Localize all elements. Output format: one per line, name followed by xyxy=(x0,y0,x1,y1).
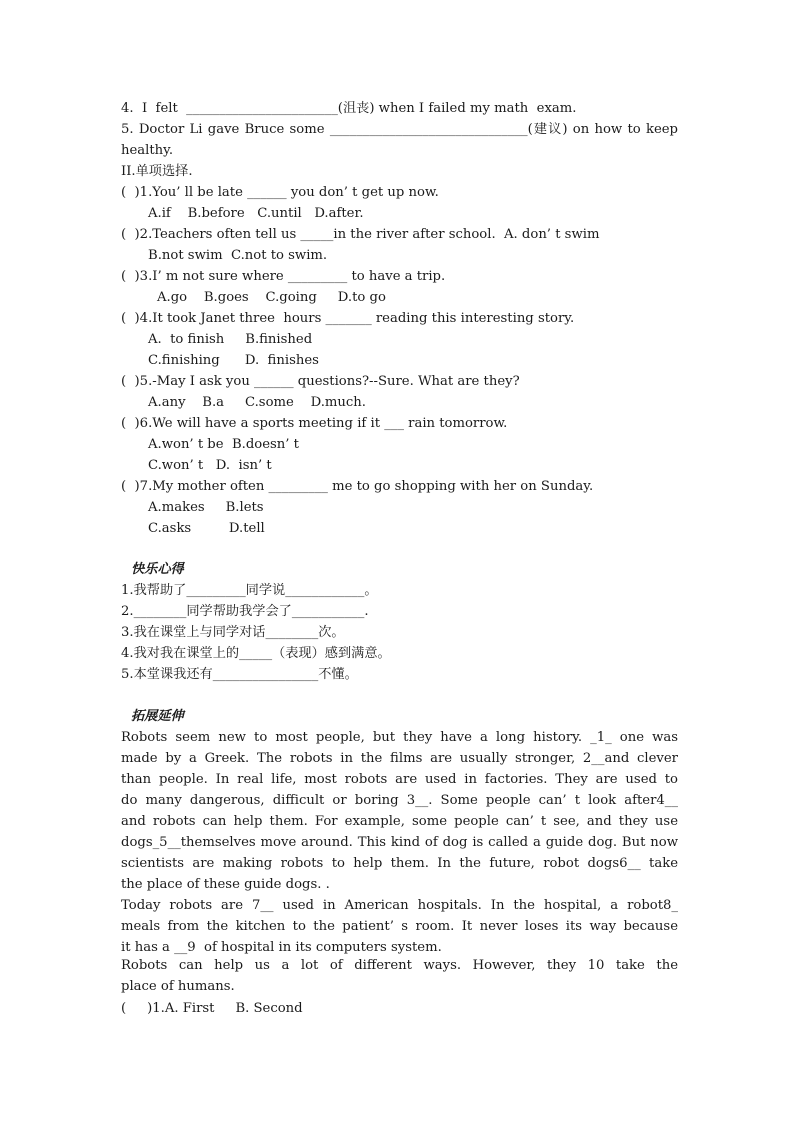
passage-line: it has a __9 of hospital in its computers system. xyxy=(121,940,442,955)
happy-line: 5.本堂课我还有________________不懂。 xyxy=(121,667,358,682)
happy-line: 1.我帮助了_________同学说____________。 xyxy=(121,583,378,598)
passage-line: the place of these guide dogs. . xyxy=(121,877,330,892)
passage-line: and robots can help them. For example, some people can’ t see, and they use xyxy=(121,814,678,829)
fill-blank-line-5-cont: healthy. xyxy=(121,143,174,158)
fill-blank-line-4: 4. I felt _______________________(沮丧) when I failed my math exam. xyxy=(121,101,577,116)
mc-line: A.any B.a C.some D.much. xyxy=(148,395,366,410)
section-extend-title: 拓展延伸 xyxy=(131,709,184,724)
mc-line: ( )4.It took Janet three hours _______ reading this interesting story. xyxy=(121,311,575,326)
mc-line: ( )5.-May I ask you ______ questions?--Sure. What are they? xyxy=(121,374,520,389)
passage-line: Today robots are 7__ used in American hospitals. In the hospital, a robot8_ xyxy=(121,898,678,913)
passage-line: Robots can help us a lot of different ways. However, they 10 take the xyxy=(121,958,678,973)
mc-line: ( )2.Teachers often tell us _____in the river after school. A. don’ t swim xyxy=(121,227,600,242)
passage-line: scientists are making robots to help them. In the future, robot dogs6__ take xyxy=(121,856,678,871)
mc-line: ( )6.We will have a sports meeting if it ___ rain tomorrow. xyxy=(121,416,508,431)
mc-line: ( )7.My mother often _________ me to go shopping with her on Sunday. xyxy=(121,479,594,494)
mc-line: ( )1.You’ ll be late ______ you don’ t get up now. xyxy=(121,185,439,200)
fill-blank-line-5: 5. Doctor Li gave Bruce some ______________________________(建议) on how to keep xyxy=(121,122,678,137)
passage-line: Robots seem new to most people, but they have a long history. _1_ one was xyxy=(121,730,678,745)
section-happy-title: 快乐心得 xyxy=(131,562,184,577)
mc-line: A.makes B.lets xyxy=(148,500,264,515)
mc-line: A.won’ t be B.doesn’ t xyxy=(148,437,299,452)
mc-line: B.not swim C.not to swim. xyxy=(148,248,328,263)
passage-line: meals from the kitchen to the patient’ s room. It never loses its way because xyxy=(121,919,678,934)
mc-line: A. to finish B.finished xyxy=(148,332,313,347)
mc-line: A.if B.before C.until D.after. xyxy=(148,206,364,221)
passage-line: dogs_5__themselves move around. This kind of dog is called a guide dog. But now xyxy=(121,835,678,850)
happy-line: 3.我在课堂上与同学对话________次。 xyxy=(121,625,345,640)
passage-line: than people. In real life, most robots are used in factories. They are used to xyxy=(121,772,678,787)
passage-line: place of humans. xyxy=(121,979,235,994)
mc-line: C.finishing D. finishes xyxy=(148,353,319,368)
happy-line: 2.________同学帮助我学会了___________. xyxy=(121,604,369,619)
passage-line: made by a Greek. The robots in the films are usually stronger, 2__and clever xyxy=(121,751,678,766)
mc-line: A.go B.goes C.going D.to go xyxy=(157,290,386,305)
mc-line: C.asks D.tell xyxy=(148,521,265,536)
section-2-title: II.单项选择. xyxy=(121,164,193,179)
passage-line: do many dangerous, difficult or boring 3__. Some people can’ t look after4__ xyxy=(121,793,678,808)
mc-line: C.won’ t D. isn’ t xyxy=(148,458,272,473)
passage-question-line: ( )1.A. First B. Second xyxy=(121,1001,303,1016)
happy-line: 4.我对我在课堂上的_____（表现）感到满意。 xyxy=(121,646,391,661)
mc-line: ( )3.I’ m not sure where _________ to have a trip. xyxy=(121,269,446,284)
